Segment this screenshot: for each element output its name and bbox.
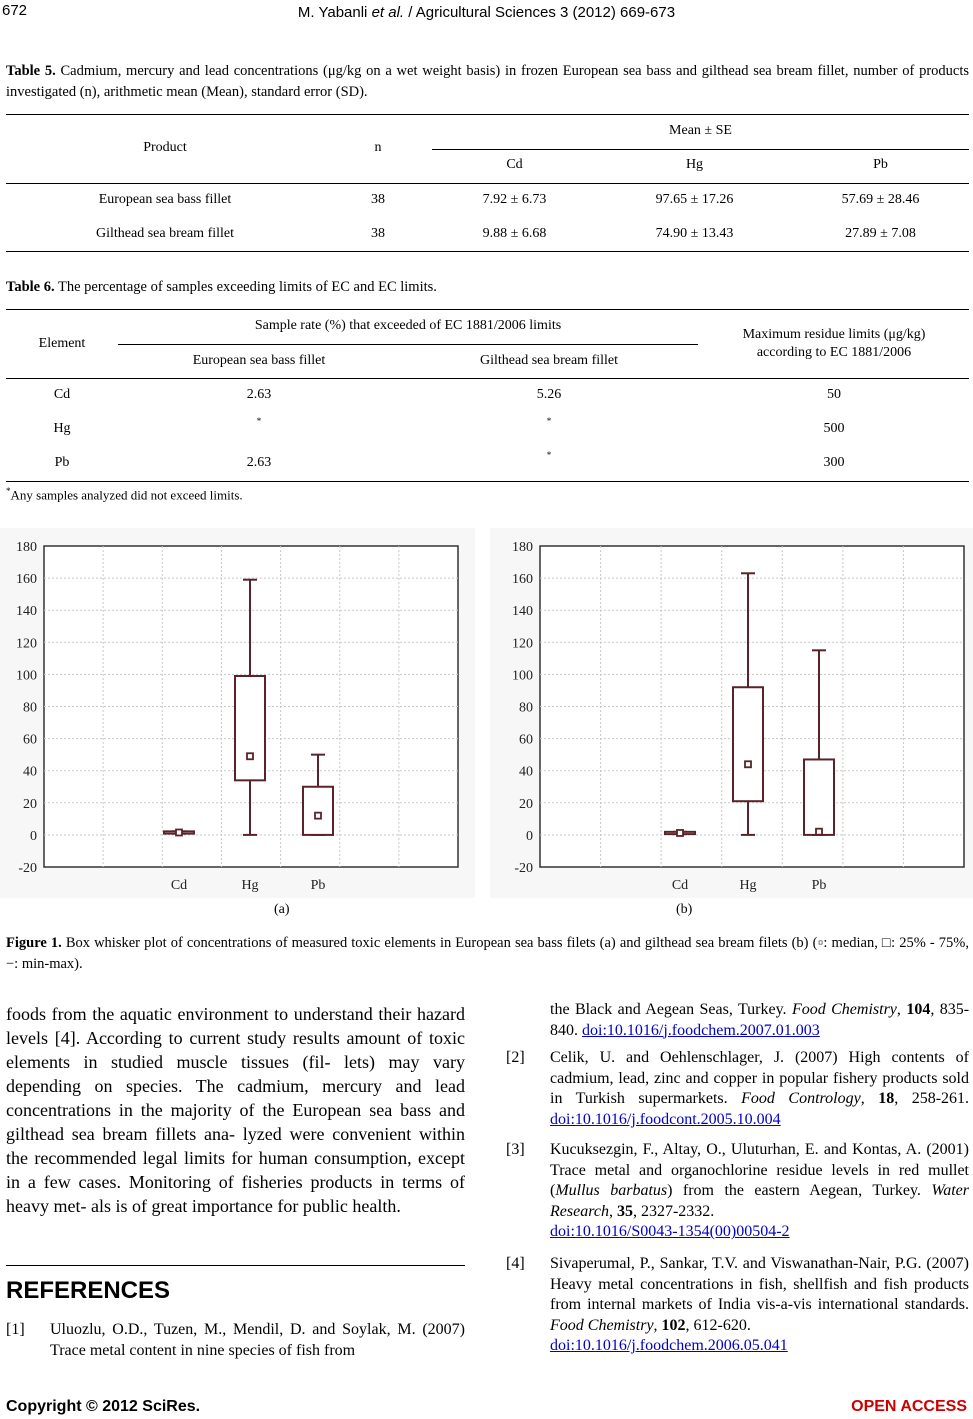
x-tick-label: Cd xyxy=(671,878,689,893)
table5-col-group: Mean ± SE xyxy=(669,123,732,138)
x-tick-label: Pb xyxy=(811,878,827,893)
y-tick-label: 20 xyxy=(23,796,37,812)
y-tick-label: 0 xyxy=(30,828,37,844)
boxplot-chart-a xyxy=(0,528,475,898)
table6-cell-element: Pb xyxy=(54,455,70,470)
iqr-box xyxy=(804,759,834,834)
table5-col-n: n xyxy=(374,140,382,155)
y-tick-label: 100 xyxy=(16,668,37,684)
table5-cell-product: Gilthead sea bream fillet xyxy=(96,226,234,241)
table5-cell-pb: 27.89 ± 7.08 xyxy=(845,226,916,241)
y-tick-label: 180 xyxy=(512,540,533,555)
reference-item-continued: the Black and Aegean Seas, Turkey. Food Chemistry, 104, 835-840. doi:10.1016/j.foodchem.2007.01.003 xyxy=(550,1001,970,1039)
table6-cell-limit: 300 xyxy=(823,455,845,470)
y-tick-label: 80 xyxy=(519,700,533,716)
reference-number: [4] xyxy=(506,1255,525,1272)
y-tick-label: -20 xyxy=(18,861,37,876)
table6-cell-limit: 50 xyxy=(827,387,841,402)
table6-rule-head xyxy=(6,378,969,379)
y-tick-label: 160 xyxy=(512,572,533,588)
table5-cell-n: 38 xyxy=(371,192,385,207)
iqr-box xyxy=(733,687,763,801)
table6-rule-top xyxy=(6,309,969,310)
table6-col-element: Element xyxy=(38,336,86,351)
table6-cell-limit: 500 xyxy=(823,421,845,436)
boxplot-chart-b xyxy=(490,528,973,898)
reference-item: [2] Celik, U. and Oehlenschlager, J. (2007) High contents of cadmium, lead, zinc and copper in popular fishery products sold in Turkish supermarkets. Food Contrology, 18, 258-261. doi:10.1016/j.foodcont.2005.10.004 xyxy=(506,1049,970,1128)
doi-link[interactable]: doi:10.1016/j.foodcont.2005.10.004 xyxy=(550,1110,781,1128)
y-tick-label: 0 xyxy=(526,828,533,844)
table6-cell-bass: 2.63 xyxy=(246,455,272,470)
open-access-label: OPEN ACCESS xyxy=(851,1398,967,1415)
median-marker xyxy=(176,829,182,835)
table5-rule-bottom xyxy=(6,251,969,252)
box-cd xyxy=(164,829,194,835)
table6-col-bass: European sea bass fillet xyxy=(192,353,326,368)
reference-text: Uluozlu, O.D., Tuzen, M., Mendil, D. and Soylak, M. (2007) Trace metal content in nine species of fish from xyxy=(50,1321,465,1359)
x-tick-label: Hg xyxy=(739,878,757,893)
reference-item xyxy=(6,1320,465,1361)
running-title: M. Yabanli et al. / Agricultural Sciences 3 (2012) 669-673 xyxy=(297,4,676,21)
x-tick-label: Hg xyxy=(241,878,259,893)
table6-cell-bass: 2.63 xyxy=(246,387,272,402)
table5-cell-hg: 74.90 ± 13.43 xyxy=(655,226,734,241)
panel-label-b: (b) xyxy=(676,902,693,917)
figure-caption: Figure 1. Box whisker plot of concentrations of measured toxic elements in European sea bass filets (a) and gilthead sea bream filets (b) (▫: median, □: 25% - 75%, −: min-max). xyxy=(6,935,969,972)
table5-caption: Table 5. Cadmium, mercury and lead concentrations (μg/kg on a wet weight basis) in frozen European sea bass and gilthead sea bream fillet, number of products investigated (n), arithmetic mean (Mean), standard error (SD). xyxy=(6,63,969,100)
table6-caption: Table 6. The percentage of samples exceeding limits of EC and EC limits. xyxy=(6,279,437,295)
y-tick-label: 120 xyxy=(512,636,533,652)
reference-number: [3] xyxy=(506,1141,525,1158)
iqr-box xyxy=(303,787,333,835)
reference-item: [3] Kucuksezgin, F., Altay, O., Uluturhan, E. and Kontas, A. (2001) Trace metal and organochlorine residue levels in red mullet (Mullus barbatus) from the eastern Aegean, Turkey. Water Research, 35, 2327-2332. doi:10.1016/S0043-1354(00)00504-2 xyxy=(506,1141,970,1241)
y-tick-label: 140 xyxy=(512,604,533,620)
median-marker xyxy=(247,753,253,759)
table5-cell-pb: 57.69 ± 28.46 xyxy=(841,192,920,207)
page-number: 672 xyxy=(2,2,28,19)
y-tick-label: 160 xyxy=(16,572,37,588)
y-tick-label: 120 xyxy=(16,636,37,652)
x-tick-label: Pb xyxy=(310,878,326,893)
table6-cell-bream: 5.26 xyxy=(536,387,562,402)
table6-footnote: *Any samples analyzed did not exceed limits. xyxy=(6,486,243,503)
section-divider xyxy=(6,1265,465,1266)
y-tick-label: 180 xyxy=(16,540,37,555)
y-tick-label: 140 xyxy=(16,604,37,620)
doi-link[interactable]: doi:10.1016/S0043-1354(00)00504-2 xyxy=(550,1223,790,1241)
table6-col-limit: Maximum residue limits (μg/kg) according to EC 1881/2006 xyxy=(742,327,926,360)
table6-cell-bream: * xyxy=(546,416,552,426)
table6-cell-element: Hg xyxy=(53,421,71,436)
table6-rule-group xyxy=(118,344,698,345)
y-tick-label: 40 xyxy=(519,764,533,780)
y-tick-label: 100 xyxy=(512,668,533,684)
table5-cell-cd: 7.92 ± 6.73 xyxy=(482,192,547,207)
y-tick-label: 60 xyxy=(23,732,37,748)
table5-cell-product: European sea bass fillet xyxy=(98,192,232,207)
table5-col-pb: Pb xyxy=(873,157,888,172)
table5-rule-top xyxy=(6,114,969,115)
body-paragraph: foods from the aquatic environment to understand their hazard levels [4]. According to current study results amount of toxic elements in studied muscle tissues (fil- lets) may vary depending on species. The cadmium, mercury and lead concentrations in the majority of the European sea bass and gilthead sea bream fillets ana- lyzed were convenient within the recommended legal limits for human consumption, except in a few cases. Monitoring of fisheries products in terms of heavy met- als is of great importance for public health. xyxy=(6,1004,465,1216)
reference-item: [4] Sivaperumal, P., Sankar, T.V. and Viswanathan-Nair, P.G. (2007) Heavy metal concentrations in fish, shellfish and fish products from internal markets of India vis-a-vis international standards. Food Chemistry, 102, 612-620. doi:10.1016/j.foodchem.2006.05.041 xyxy=(506,1255,969,1355)
median-marker xyxy=(816,829,822,835)
table6-cell-bass: * xyxy=(256,416,262,426)
y-tick-label: 80 xyxy=(23,700,37,716)
table5-col-product: Product xyxy=(143,140,187,155)
table6-col-group: Sample rate (%) that exceeded of EC 1881/2006 limits xyxy=(254,318,562,333)
copyright-notice: Copyright © 2012 SciRes. xyxy=(6,1398,201,1415)
y-tick-label: -20 xyxy=(514,861,533,876)
table6-cell-bream: * xyxy=(546,450,552,460)
median-marker xyxy=(315,813,321,819)
table6-rule-bottom xyxy=(6,481,969,482)
references-heading: REFERENCES xyxy=(6,1277,171,1304)
doi-link[interactable]: doi:10.1016/j.foodchem.2006.05.041 xyxy=(550,1337,788,1355)
iqr-box xyxy=(235,676,265,780)
panel-label-a: (a) xyxy=(274,902,290,917)
x-tick-label: Cd xyxy=(170,878,188,893)
y-tick-label: 20 xyxy=(519,796,533,812)
table5-col-hg: Hg xyxy=(685,157,704,172)
box-cd xyxy=(665,830,695,836)
table6-cell-element: Cd xyxy=(53,387,71,402)
median-marker xyxy=(745,761,751,767)
table5-cell-hg: 97.65 ± 17.26 xyxy=(655,192,734,207)
table5-rule-head xyxy=(6,183,969,184)
table5-cell-n: 38 xyxy=(371,226,385,241)
table5-cell-cd: 9.88 ± 6.68 xyxy=(482,226,547,241)
reference-number: [2] xyxy=(506,1049,525,1066)
table5-rule-group xyxy=(432,149,969,150)
y-tick-label: 60 xyxy=(519,732,533,748)
table5-col-cd: Cd xyxy=(506,157,523,172)
y-tick-label: 40 xyxy=(23,764,37,780)
reference-number: [1] xyxy=(6,1321,25,1338)
doi-link[interactable]: doi:10.1016/j.foodchem.2007.01.003 xyxy=(582,1021,820,1039)
table6-col-bream: Gilthead sea bream fillet xyxy=(480,353,618,368)
median-marker xyxy=(677,830,683,836)
